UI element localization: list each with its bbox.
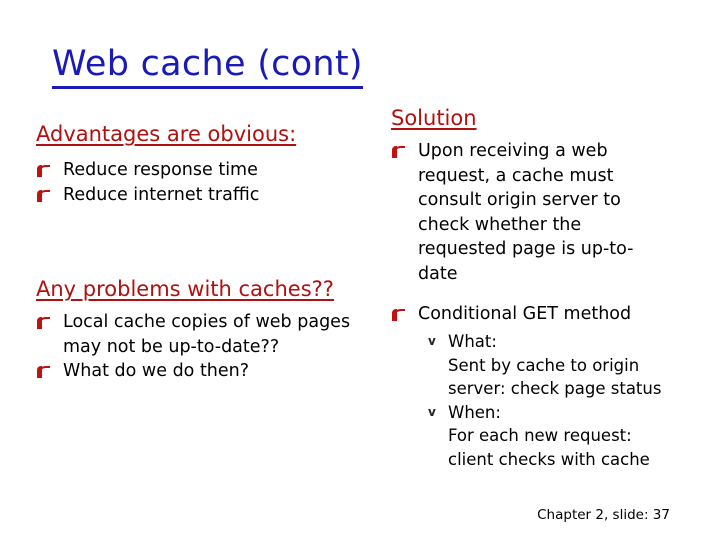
- sub-what-label: What:: [448, 332, 497, 351]
- sub-what-text: Sent by cache to origin server: check page status: [448, 355, 662, 398]
- bullet-local-copies: Local cache copies of web pages may not be up-to-date??: [36, 310, 371, 359]
- advantages-heading: Advantages are obvious:: [36, 122, 297, 146]
- bullet-upon-receiving: Upon receiving a web request, a cache must consult origin server to check whether the requested page is up-to-date: [391, 139, 653, 286]
- solution-heading: Solution: [391, 106, 477, 130]
- sub-when: [428, 401, 668, 472]
- problems-heading: Any problems with caches??: [36, 277, 334, 301]
- sub-what: [428, 330, 668, 401]
- sub-list: [428, 330, 668, 471]
- problems-list: [36, 310, 371, 384]
- sub-when-label: When:: [448, 402, 501, 422]
- bullet-reduce-traffic: Reduce internet traffic: [36, 183, 356, 208]
- solution-list: [391, 139, 653, 286]
- bullet-conditional-get: Conditional GET method: [391, 302, 671, 327]
- conditional-get-block: [391, 302, 671, 327]
- bullet-reduce-response: Reduce response time: [36, 158, 356, 183]
- advantages-list: [36, 158, 356, 207]
- slide-footer: Chapter 2, slide: 37: [537, 507, 670, 523]
- slide-title: Web cache (cont): [52, 44, 363, 89]
- bullet-what-do: What do we do then?: [36, 359, 371, 384]
- sub-when-text: For each new request: client checks with cache: [448, 426, 650, 469]
